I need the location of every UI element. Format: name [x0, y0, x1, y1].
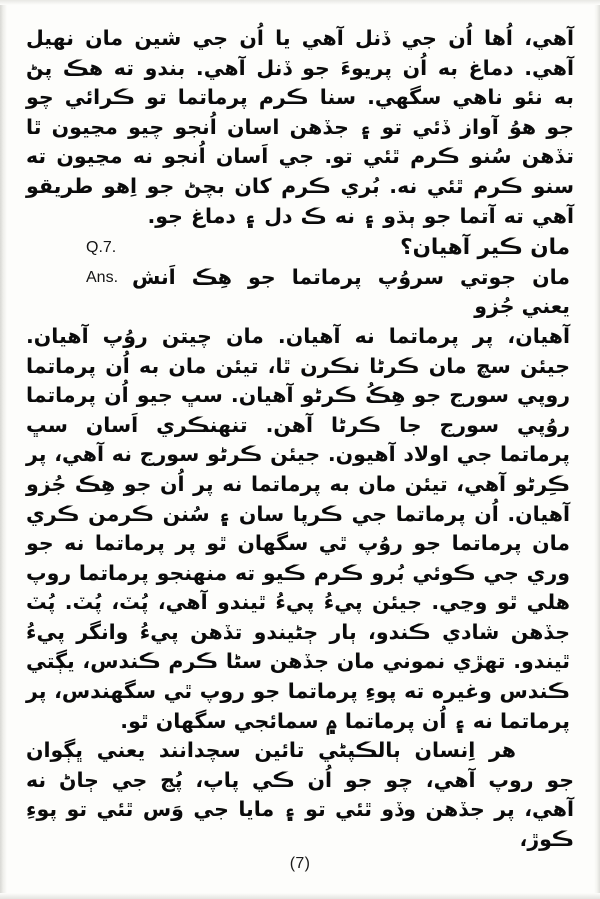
closing-paragraph: هر اِنسان ٻالڪپڻي تائين سچدانند يعني ڀڳوان جو روپ آهي، چو جو اُن ڪي پاپ، پُڃ جي ڄاڻ نه آهي، پر جڏهن وڏو ٿئي تو ۽ مايا جي وَس ٿئي تو پوءِ ڪوڙ،: [26, 738, 574, 852]
question-text: مان ڪير آهيان؟: [400, 235, 570, 261]
answer-row: [26, 263, 574, 322]
page-number: (7): [289, 855, 311, 872]
page-content: [26, 22, 574, 872]
scan-edge-bottom: [0, 893, 600, 899]
question-row: [26, 233, 574, 263]
answer-first-line-text: مان جوتي سروُپ پرماتما جو هِڪ اَنش يعني جُزو: [132, 264, 570, 319]
answer-body-text: آهيان، پر پرماتما نه آهيان. مان چيتن روُپ آهيان. جيئن سچ مان ڪرڻا نڪرن ٿا، تيئن مان به اُن پرماتما روپي سورج جو هِڪُ ڪرڻو آهيان. سڀ جيو اُن پرماتما روُپي سورج جا ڪرڻا آهن. تنهنڪري اَسان سڀ پرماتما جي اولاد آهيون. جيئن ڪرڻو سورج نه آهي، پر ڪِرڻو آهي، تيئن مان به پرماتما نه پر اُن جو هِڪ جُزو آهيان. اُن پرماتما جي ڪرپا سان ۽ سُنن ڪرمن ڪري مان پرماتما جو روُپ ٿي سگهان ٿو پر پرماتما نه جو وري جي ڪوئي بُرو ڪرم ڪيو ته منهنجو پرماتما روپ هلي ٿو وڃي. جيئن پيءُ پيءُ ٿيندو آهي، پُٽ، پُٽ. پُٽ جڏهن شادي ڪندو، ٻار ڄڻيندو تڏهن پيءُ وانگر پيءُ ٿيندو. تهڙي نموني مان جڏهن سڻا ڪرم ڪندس، يڳتي ڪندس وغيره ته پوءِ پرماتما جو روپ ٿي سگهندس، پر پرماتما نه ۽ اُن پرماتما ۾ سمائجي سگهان ٿو.: [26, 323, 570, 733]
opening-paragraph: آهي، اُها اُن جي ڏنل آهي يا اُن جي شين مان نهيل آهي. دماغ به اُن پريوءَ جو ڏنل آهي. بندو ته هڪ پڻ به نئو ناهي سگهي. سنا ڪرم پرماتما تو ڪرائي چو جو هوُ آواز ڏئي تو ۽ جڏهن اسان اُنجو چيو مڃيون ٿا تڏهن سُنو ڪرم ٿئي تو. جي اَسان اُنجو نه مڃيون ته سنو ڪرم ٿئي نه. بُري ڪرم کان بچڻ جو اِهو طريقو آهي ته آتما جو ٻڌو ۽ نه ڪ دل ۽ دماغ جو.: [26, 26, 574, 228]
answer-label: Ans.: [86, 268, 119, 286]
question-label: Q.7.: [86, 239, 117, 257]
scan-edge-right: [594, 0, 600, 899]
scan-edge-top: [0, 0, 600, 5]
scan-edge-left: [0, 0, 7, 899]
